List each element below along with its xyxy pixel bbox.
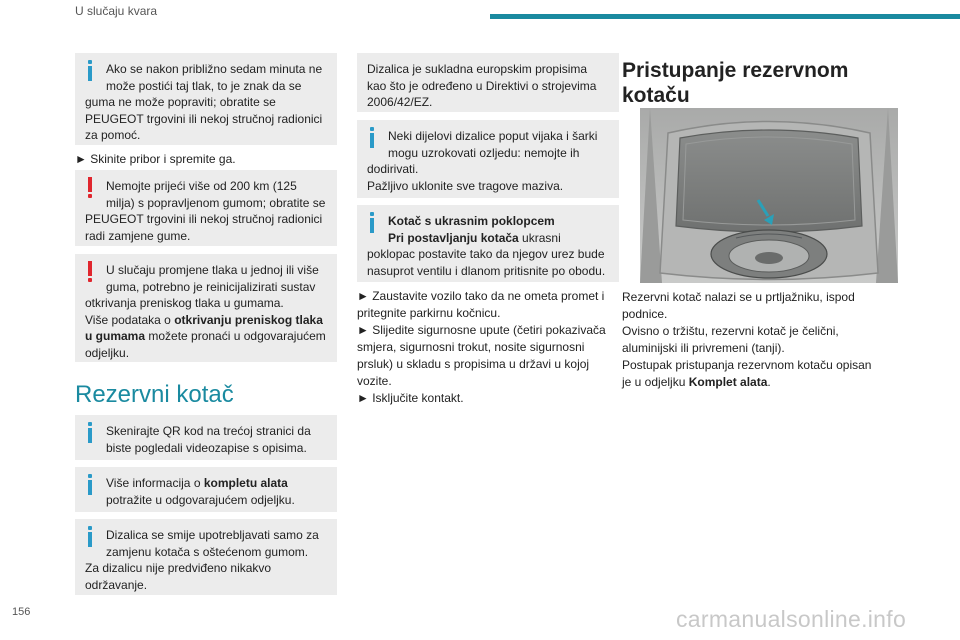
info-icon: [88, 60, 98, 84]
info-box-hubcap: Kotač s ukrasnim poklopcem Pri postavljanju kotača ukrasni poklopac postavite tako da njegov urez bude nasuprot ventilu i dlanom pritisnite po obodu.: [357, 205, 619, 282]
page-number: 156: [12, 606, 31, 618]
info-icon: [88, 422, 98, 446]
trunk-spare-wheel-illustration: [640, 108, 898, 283]
warning-icon: [88, 261, 98, 285]
note-box-directive: Dizalica je sukladna europskim propisima kao što je određeno u Direktivi o strojevima 2006/42/EZ.: [357, 53, 619, 112]
header-accent-bar: [490, 14, 960, 19]
warning-box-distance: Nemojte prijeći više od 200 km (125 milja) s popravljenom gumom; obratite se PEUGEOT trgovini ili nekoj stručnoj radionici radi zamjene gume.: [75, 170, 337, 246]
info-icon: [370, 212, 380, 236]
watermark: carmanualsonline.info: [676, 606, 907, 632]
info-icon: [88, 474, 98, 498]
info-box-toolkit: Više informacija o kompletu alata potražite u odgovarajućem odjeljku.: [75, 467, 337, 512]
info-icon: [370, 127, 380, 151]
info-box-jack-usage: Dizalica se smije upotrebljavati samo za zamjenu kotača s oštećenom gumom. Za dizalicu nije predviđeno nikakvo održavanje.: [75, 519, 337, 595]
warning-box-reinit: U slučaju promjene tlaka u jednoj ili više guma, potrebno je reinicijalizirati sustav otkrivanja preniskog tlaka u gumama. Više podataka o otkrivanju preniskog tlaka u gumama možete pronaći u odgovarajućem odjeljku.: [75, 254, 337, 362]
running-header: U slučaju kvara: [75, 4, 158, 18]
info-icon: [88, 526, 98, 550]
info-box-qr: Skenirajte QR kod na trećoj stranici da biste pogledali videozapise s opisima.: [75, 415, 337, 460]
info-box-jack-parts: Neki dijelovi dizalice poput vijaka i šarki mogu uzrokovati ozljedu: nemojte ih dodirivati. Pažljivo uklonite sve tragove maziva.: [357, 120, 619, 198]
step-remove-kit: ► Skinite pribor i spremite ga.: [75, 152, 236, 166]
warning-icon: [88, 177, 98, 201]
info-box-pressure: Ako se nakon približno sedam minuta ne može postići taj tlak, to je znak da se guma ne može popraviti; obratite se PEUGEOT trgovini ili nekoj stručnoj radionici za pomoć.: [75, 53, 337, 145]
spare-wheel-description: Rezervni kotač nalazi se u prtljažniku, ispod podnice. Ovisno o tržištu, rezervni kotač je čelični, aluminijski ili privremeni (tanji). Postupak pristupanja rezervnom kotaču opisan je u odjeljku Komplet alata.: [622, 290, 872, 389]
section-title-spare-wheel: Rezervni kotač: [75, 381, 234, 408]
heading-access-spare-wheel: Pristupanje rezervnom kotaču: [622, 59, 849, 107]
steps-prepare-vehicle: ► Zaustavite vozilo tako da ne ometa promet i pritegnite parkirnu kočnicu. ► Slijedite sigurnosne upute (četiri pokazivača smjera, sigurnosni trokut, nosite sigurnosni prsluk) u skladu s propisima u državi u kojoj vozite. ► Isključite kontakt.: [357, 289, 606, 405]
